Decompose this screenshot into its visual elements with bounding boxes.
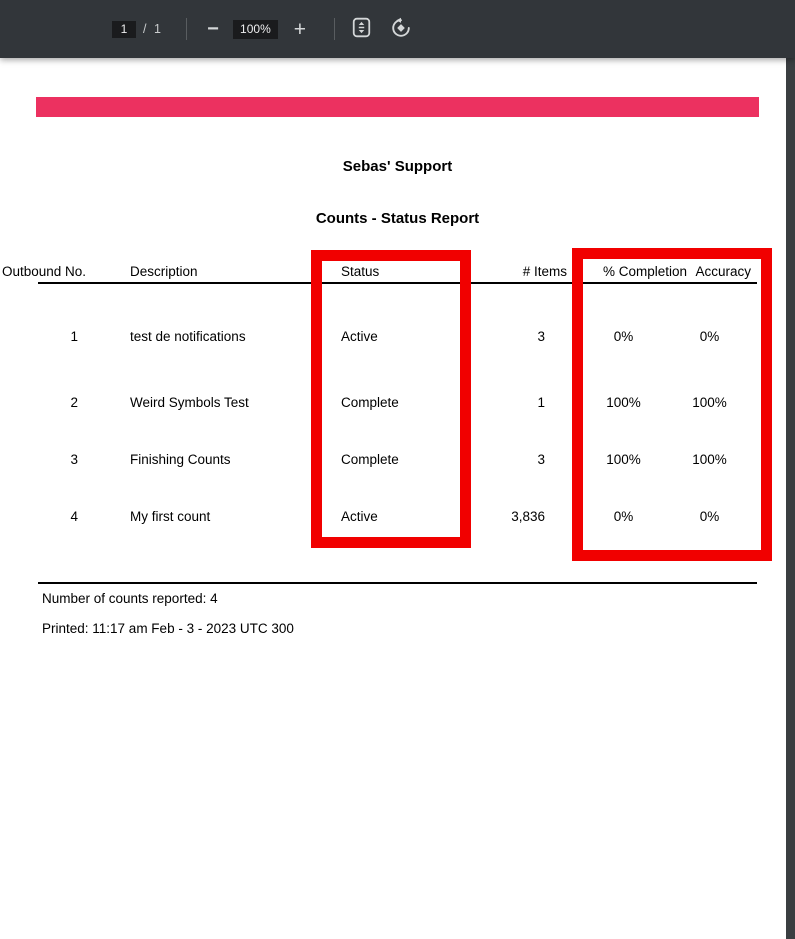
- cell-accuracy: 100%: [692, 395, 727, 410]
- cell-accuracy: 0%: [699, 329, 720, 344]
- toolbar-divider: [334, 18, 335, 40]
- cell-description: Weird Symbols Test: [130, 395, 249, 410]
- cell-outbound-no: 4: [70, 509, 78, 524]
- cell-completion: 0%: [613, 329, 634, 344]
- page-number-input[interactable]: 1: [112, 21, 136, 38]
- cell-status: Active: [341, 509, 378, 524]
- cell-outbound-no: 3: [70, 452, 78, 467]
- zoom-out-button[interactable]: −: [202, 19, 224, 39]
- printed-timestamp-text: Printed: 11:17 am Feb - 3 - 2023 UTC 300: [42, 621, 294, 636]
- cell-status: Active: [341, 329, 378, 344]
- cell-completion: 0%: [613, 509, 634, 524]
- fit-to-page-button[interactable]: [350, 17, 374, 41]
- column-header-outbound-no: Outbound No.: [2, 263, 87, 279]
- cell-accuracy: 100%: [692, 452, 727, 467]
- viewer-background-strip: [786, 58, 795, 939]
- zoom-in-button[interactable]: +: [289, 19, 311, 40]
- rotate-counterclockwise-icon: [390, 17, 412, 42]
- cell-status: Complete: [341, 452, 399, 467]
- completion-accuracy-highlight-box: [572, 248, 772, 561]
- cell-status: Complete: [341, 395, 399, 410]
- column-header-description: Description: [130, 263, 198, 279]
- fit-to-page-icon: [351, 17, 372, 41]
- counts-reported-text: Number of counts reported: 4: [42, 591, 218, 606]
- cell-items: 1: [537, 395, 545, 410]
- report-subtitle: Counts - Status Report: [315, 210, 480, 227]
- cell-items: 3,836: [511, 509, 545, 524]
- cell-items: 3: [537, 452, 545, 467]
- toolbar-controls: [112, 17, 413, 41]
- cell-completion: 100%: [606, 395, 641, 410]
- cell-description: Finishing Counts: [130, 452, 231, 467]
- cell-description: My first count: [130, 509, 211, 524]
- report-header-banner: [36, 97, 759, 117]
- report-footer-rule: [38, 582, 757, 584]
- cell-accuracy: 0%: [699, 509, 720, 524]
- column-header-completion: % Completion: [602, 263, 687, 279]
- column-header-accuracy: Accuracy: [695, 263, 751, 279]
- status-column-highlight-box: [311, 250, 471, 548]
- column-header-status: Status: [341, 263, 380, 279]
- rotate-button[interactable]: [389, 17, 413, 41]
- page-count-label: / 1: [143, 22, 163, 36]
- zoom-level-input[interactable]: 100%: [233, 20, 278, 39]
- toolbar-divider: [186, 18, 187, 40]
- cell-completion: 100%: [606, 452, 641, 467]
- cell-outbound-no: 2: [70, 395, 78, 410]
- cell-outbound-no: 1: [70, 329, 78, 344]
- report-title: Sebas' Support: [342, 158, 453, 175]
- cell-description: test de notifications: [130, 329, 246, 344]
- column-header-items: # Items: [522, 263, 567, 279]
- pdf-toolbar: [0, 0, 795, 58]
- cell-items: 3: [537, 329, 545, 344]
